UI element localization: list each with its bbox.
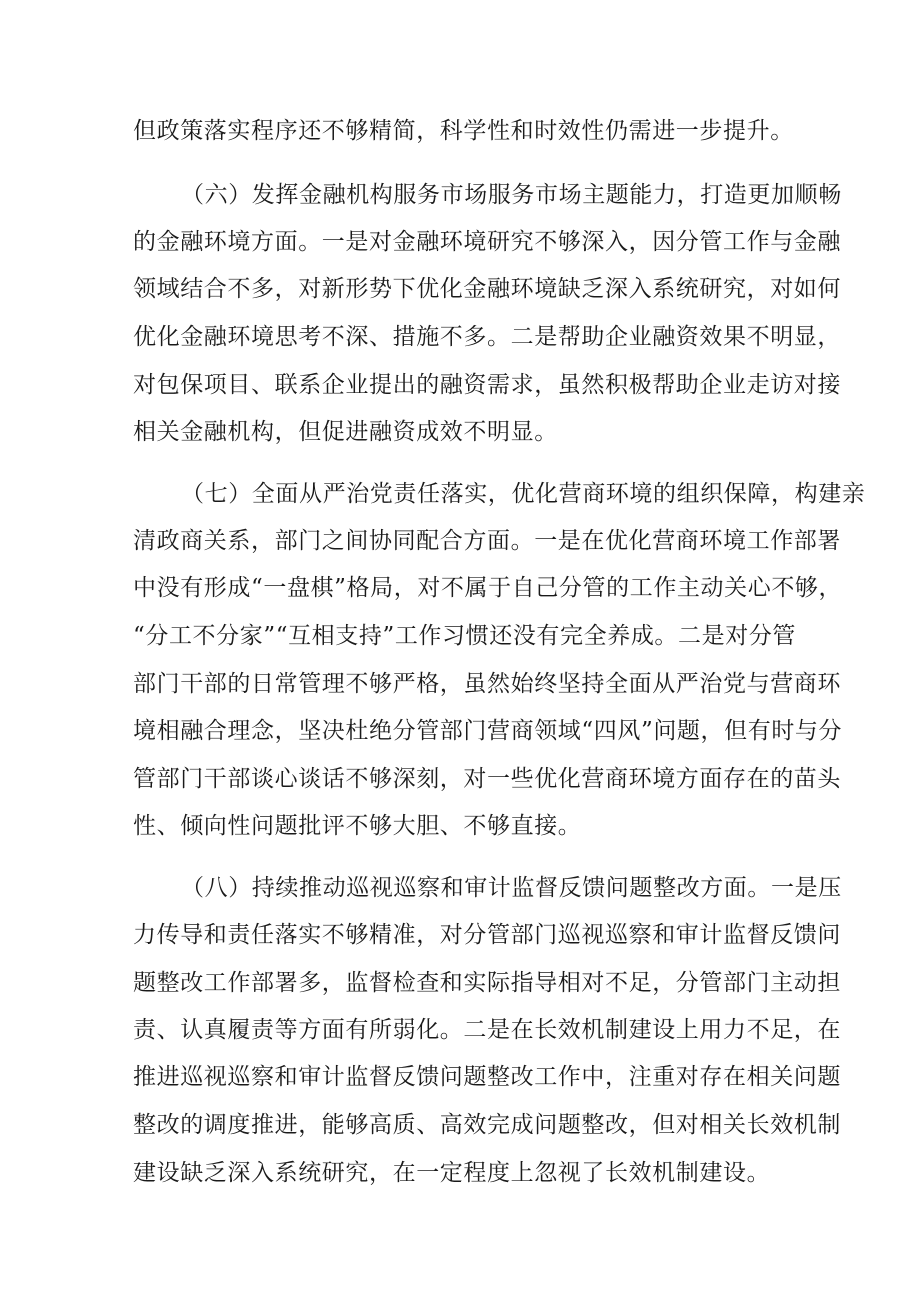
text-line: 整改的调度推进，能够高质、高效完成问题整改，但对相关长效机制 bbox=[133, 1112, 841, 1138]
text-line: 但政策落实程序还不够精简，科学性和时效性仍需进一步提升。 bbox=[133, 118, 794, 144]
text-line: 中没有形成“一盘棋”格局，对不属于自己分管的工作主动关心不够， bbox=[133, 575, 843, 601]
text-line: 优化金融环境思考不深、措施不多。二是帮助企业融资效果不明显， bbox=[133, 324, 841, 350]
text-line: 境相融合理念，坚决杜绝分管部门营商领域“四风”问题，但有时与分 bbox=[133, 718, 843, 744]
section-8-heading-line: （八）持续推动巡视巡察和审计监督反馈问题整改方面。一是压 bbox=[181, 875, 842, 901]
text-line: 性、倾向性问题批评不够大胆、不够直接。 bbox=[133, 813, 582, 839]
text-line: 责、认真履责等方面有所弱化。二是在长效机制建设上用力不足，在 bbox=[133, 1017, 841, 1043]
text-line: 力传导和责任落实不够精准，对分管部门巡视巡察和审计监督反馈问 bbox=[133, 922, 841, 948]
text-line: 对包保项目、联系企业提出的融资需求，虽然积极帮助企业走访对接 bbox=[133, 372, 841, 398]
text-line: 管部门干部谈心谈话不够深刻，对一些优化营商环境方面存在的苗头 bbox=[133, 766, 841, 792]
text-line: 建设缺乏深入系统研究，在一定程度上忽视了长效机制建设。 bbox=[133, 1160, 771, 1186]
text-line: 的金融环境方面。一是对金融环境研究不够深入，因分管工作与金融 bbox=[133, 229, 841, 255]
section-7-heading-line: （七）全面从严治党责任落实，优化营商环境的组织保障，构建亲 bbox=[181, 481, 866, 507]
text-line: 相关金融机构，但促进融资成效不明显。 bbox=[133, 419, 558, 445]
text-line: 题整改工作部署多，监督检查和实际指导相对不足，分管部门主动担 bbox=[133, 970, 841, 996]
text-line: 推进巡视巡察和审计监督反馈问题整改工作中，注重对存在相关问题 bbox=[133, 1064, 841, 1090]
text-line: 部门干部的日常管理不够严格，虽然始终坚持全面从严治党与营商环 bbox=[133, 671, 841, 697]
section-6-heading-line: （六）发挥金融机构服务市场服务市场主题能力，打造更加顺畅 bbox=[181, 182, 842, 208]
text-line: “分工不分家”“互相支持”工作习惯还没有完全养成。二是对分管 bbox=[133, 623, 797, 649]
text-line: 清政商关系，部门之间协同配合方面。一是在优化营商环境工作部署 bbox=[133, 528, 841, 554]
text-line: 领域结合不多，对新形势下优化金融环境缺乏深入系统研究，对如何 bbox=[133, 276, 841, 302]
